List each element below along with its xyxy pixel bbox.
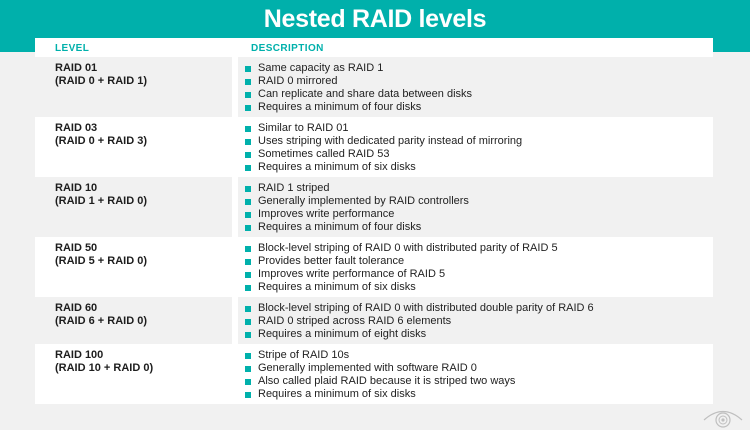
square-bullet-icon — [245, 105, 251, 111]
bullet-item — [245, 101, 705, 114]
bullet-item — [245, 88, 705, 101]
techtarget-logo — [701, 406, 745, 430]
bullet-item — [245, 161, 705, 174]
square-bullet-icon — [245, 165, 251, 171]
raid-level-combination: (RAID 10 + RAID 0) — [55, 362, 154, 374]
level-cell — [35, 344, 232, 404]
square-bullet-icon — [245, 92, 251, 98]
bullet-item — [245, 208, 705, 221]
description-bullet-list — [245, 62, 705, 114]
bullet-text: Requires a minimum of four disks — [258, 101, 422, 113]
bullet-text: Uses striping with dedicated parity instead of mirroring — [258, 135, 523, 147]
description-bullet-list — [245, 349, 705, 401]
square-bullet-icon — [245, 366, 251, 372]
description-cell — [238, 177, 713, 237]
bullet-text: Improves write performance of RAID 5 — [258, 268, 446, 280]
raid-level-name: RAID 50 — [55, 242, 98, 254]
raid-level-name: RAID 01 — [55, 62, 98, 74]
square-bullet-icon — [245, 306, 251, 312]
bullet-item — [245, 242, 705, 255]
bullet-text: Requires a minimum of six disks — [258, 281, 416, 293]
table-row — [35, 177, 713, 237]
square-bullet-icon — [245, 225, 251, 231]
bullet-text: Requires a minimum of six disks — [258, 161, 416, 173]
bullet-text: Generally implemented by RAID controllers — [258, 195, 469, 207]
square-bullet-icon — [245, 353, 251, 359]
raid-level-combination: (RAID 6 + RAID 0) — [55, 315, 147, 327]
bullet-text: Similar to RAID 01 — [258, 122, 349, 134]
level-cell — [35, 57, 232, 117]
level-cell — [35, 297, 232, 344]
square-bullet-icon — [245, 272, 251, 278]
table-row — [35, 344, 713, 404]
square-bullet-icon — [245, 126, 251, 132]
description-cell — [238, 344, 713, 404]
square-bullet-icon — [245, 285, 251, 291]
bullet-text: Block-level striping of RAID 0 with distributed double parity of RAID 6 — [258, 302, 594, 314]
square-bullet-icon — [245, 332, 251, 338]
description-bullet-list — [245, 122, 705, 174]
raid-level-combination: (RAID 5 + RAID 0) — [55, 255, 147, 267]
square-bullet-icon — [245, 392, 251, 398]
bullet-item — [245, 302, 705, 315]
raid-level-name: RAID 10 — [55, 182, 98, 194]
bullet-item — [245, 135, 705, 148]
bullet-text: Provides better fault tolerance — [258, 255, 405, 267]
bullet-text: RAID 1 striped — [258, 182, 330, 194]
bullet-item — [245, 182, 705, 195]
square-bullet-icon — [245, 319, 251, 325]
table-row — [35, 117, 713, 177]
bullet-text: Stripe of RAID 10s — [258, 349, 350, 361]
bullet-item — [245, 75, 705, 88]
bullet-item — [245, 315, 705, 328]
bullet-text: Improves write performance — [258, 208, 395, 220]
bullet-text: Block-level striping of RAID 0 with distributed parity of RAID 5 — [258, 242, 558, 254]
bullet-item — [245, 268, 705, 281]
column-header-description: DESCRIPTION — [251, 43, 324, 54]
description-cell — [238, 117, 713, 177]
page-title: Nested RAID levels — [263, 5, 487, 33]
bullet-text: Sometimes called RAID 53 — [258, 148, 390, 160]
bullet-item — [245, 328, 705, 341]
bullet-item — [245, 388, 705, 401]
table-body — [35, 57, 713, 404]
raid-level-combination: (RAID 0 + RAID 1) — [55, 75, 147, 87]
raid-table — [35, 38, 713, 404]
level-cell — [35, 117, 232, 177]
square-bullet-icon — [245, 152, 251, 158]
bullet-text: Can replicate and share data between disks — [258, 88, 473, 100]
bullet-text: Requires a minimum of six disks — [258, 388, 416, 400]
bullet-item — [245, 362, 705, 375]
techtarget-eye-icon — [701, 406, 745, 430]
bullet-item — [245, 62, 705, 75]
table-row — [35, 297, 713, 344]
description-cell — [238, 57, 713, 117]
bullet-text: RAID 0 mirrored — [258, 75, 338, 87]
bullet-text: Also called plaid RAID because it is striped two ways — [258, 375, 516, 387]
table-header — [35, 38, 713, 57]
bullet-text: RAID 0 striped across RAID 6 elements — [258, 315, 452, 327]
square-bullet-icon — [245, 259, 251, 265]
description-bullet-list — [245, 242, 705, 294]
square-bullet-icon — [245, 66, 251, 72]
square-bullet-icon — [245, 139, 251, 145]
bullet-item — [245, 148, 705, 161]
bullet-text: Requires a minimum of four disks — [258, 221, 422, 233]
square-bullet-icon — [245, 246, 251, 252]
level-cell — [35, 237, 232, 297]
description-cell — [238, 297, 713, 344]
description-cell — [238, 237, 713, 297]
square-bullet-icon — [245, 79, 251, 85]
raid-level-combination: (RAID 0 + RAID 3) — [55, 135, 147, 147]
square-bullet-icon — [245, 199, 251, 205]
bullet-item — [245, 255, 705, 268]
raid-level-name: RAID 03 — [55, 122, 98, 134]
level-cell — [35, 177, 232, 237]
column-header-level: LEVEL — [55, 43, 90, 54]
bullet-item — [245, 221, 705, 234]
bullet-item — [245, 122, 705, 135]
bullet-text: Same capacity as RAID 1 — [258, 62, 384, 74]
raid-level-combination: (RAID 1 + RAID 0) — [55, 195, 147, 207]
square-bullet-icon — [245, 212, 251, 218]
bullet-item — [245, 195, 705, 208]
bullet-text: Requires a minimum of eight disks — [258, 328, 427, 340]
bullet-item — [245, 349, 705, 362]
square-bullet-icon — [245, 379, 251, 385]
square-bullet-icon — [245, 186, 251, 192]
description-bullet-list — [245, 182, 705, 234]
raid-level-name: RAID 100 — [55, 349, 104, 361]
table-row — [35, 237, 713, 297]
raid-level-name: RAID 60 — [55, 302, 98, 314]
bullet-text: Generally implemented with software RAID 0 — [258, 362, 477, 374]
description-bullet-list — [245, 302, 705, 341]
bullet-item — [245, 375, 705, 388]
table-row — [35, 57, 713, 117]
bullet-item — [245, 281, 705, 294]
